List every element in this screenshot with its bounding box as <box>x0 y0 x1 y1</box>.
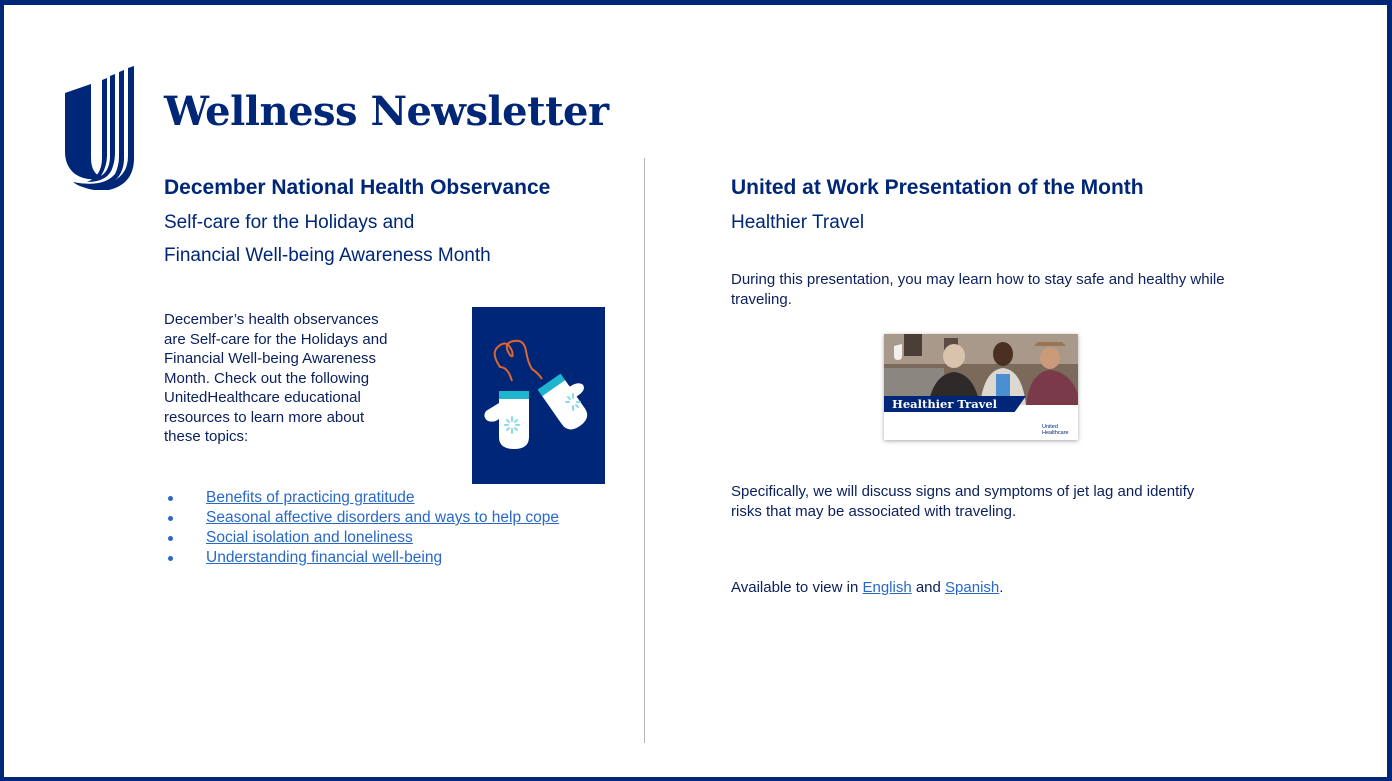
mittens-illustration <box>472 307 605 484</box>
brand-line: United <box>1042 424 1058 430</box>
link-financial-wellbeing[interactable]: Understanding financial well-being <box>206 549 443 566</box>
observance-intro <box>164 310 454 447</box>
availability-line <box>731 578 1291 598</box>
link-seasonal-affective[interactable]: Seasonal affective disorders and ways to help cope <box>206 509 559 526</box>
intro-line: resources to learn more about <box>164 408 365 426</box>
presentation-thumbnail[interactable] <box>884 334 1078 440</box>
paragraph-line: traveling. <box>731 290 792 308</box>
observance-subheading-line2: Financial Well-being Awareness Month <box>164 245 491 266</box>
observance-heading: December National Health Observance <box>164 176 551 199</box>
presentation-subheading: Healthier Travel <box>731 212 865 233</box>
travelers-photo <box>884 334 1078 405</box>
paragraph-line: During this presentation, you may learn how to stay safe and healthy while <box>731 271 1225 288</box>
intro-line: are Self-care for the Holidays and <box>164 330 388 348</box>
bullet-icon <box>168 496 173 501</box>
column-divider <box>644 158 645 743</box>
intro-line: December’s health observances <box>164 311 379 328</box>
intro-line: Month. Check out the following <box>164 369 370 387</box>
presentation-heading: United at Work Presentation of the Month <box>731 176 1144 199</box>
paragraph-line: risks that may be associated with traveling. <box>731 502 1017 520</box>
bullet-icon <box>168 556 173 561</box>
newsletter-title: Wellness Newsletter <box>164 88 609 135</box>
brand-line: Healthcare <box>1042 430 1069 436</box>
bullet-icon <box>168 536 173 541</box>
thumbnail-banner-text: Healthier Travel <box>892 397 998 411</box>
link-social-isolation[interactable]: Social isolation and loneliness <box>206 529 413 546</box>
link-english[interactable]: English <box>862 579 912 596</box>
availability-prefix: Available to view in <box>731 579 863 596</box>
intro-line: Financial Well-being Awareness <box>164 350 377 367</box>
availability-middle: and <box>911 579 946 596</box>
observance-subheading-line1: Self-care for the Holidays and <box>164 212 415 233</box>
mittens-icon <box>472 307 605 484</box>
intro-line: UnitedHealthcare educational <box>164 389 361 406</box>
paragraph-line: Specifically, we will discuss signs and symptoms of jet lag and identify <box>731 483 1195 500</box>
intro-line: these topics: <box>164 428 249 445</box>
thumbnail-brand-logo <box>1042 424 1070 436</box>
link-spanish[interactable]: Spanish <box>945 579 1000 596</box>
presentation-details <box>731 482 1291 521</box>
unitedhealthcare-logo-icon <box>63 66 137 190</box>
availability-suffix: . <box>999 579 1004 596</box>
presentation-intro <box>731 270 1291 309</box>
link-gratitude[interactable]: Benefits of practicing gratitude <box>206 489 415 506</box>
bullet-icon <box>168 516 173 521</box>
